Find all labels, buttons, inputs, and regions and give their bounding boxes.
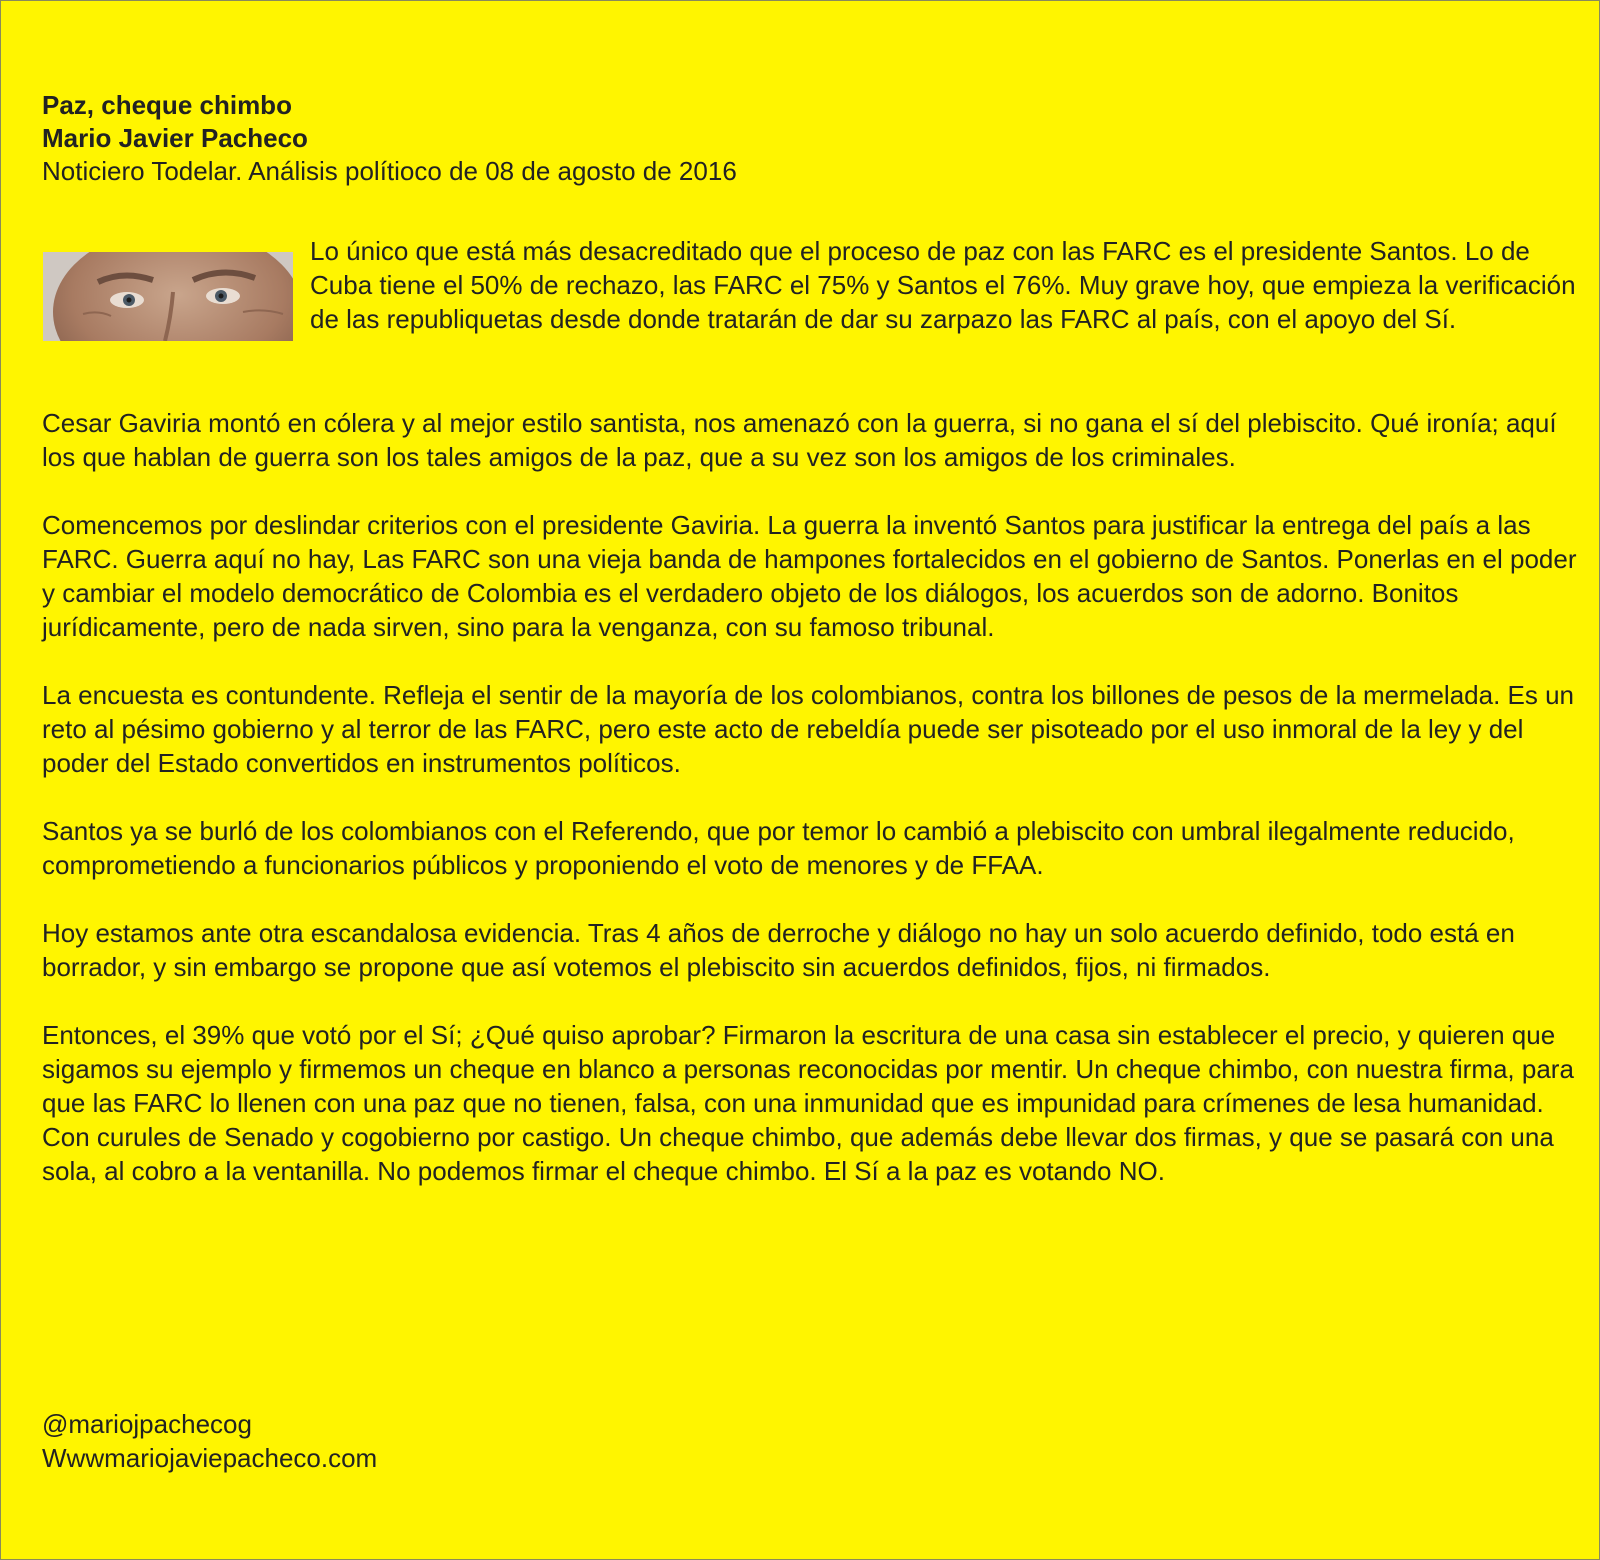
article-header <box>42 89 737 188</box>
body-paragraph: La encuesta es contundente. Refleja el sentir de la mayoría de los colombianos, contra los billones de pesos de la mermelada. Es un reto al pésimo gobierno y al terror de las FARC, pero este acto de rebeldía puede ser pisoteado por el uso inmoral de la ley y del poder del Estado convertidos en instrumentos políticos. <box>42 680 1575 778</box>
body-paragraph: Comencemos por deslindar criterios con el presidente Gaviria. La guerra la inventó Santos para justificar la entrega del país a las FARC. Guerra aquí no hay, Las FARC son una vieja banda de hampones fortalecidos en el gobierno de Santos. Ponerlas en el poder y cambiar el modelo democrático de Colombia es el verdadero objeto de los diálogos, los acuerdos son de adorno. Bonitos jurídicamente, pero de nada sirven, sino para la venganza, con su famoso tribunal. <box>42 510 1577 642</box>
article-source: Noticiero Todelar. Análisis polítioco de 08 de agosto de 2016 <box>42 156 737 186</box>
article-footer <box>42 1407 377 1475</box>
website-url: Wwwmariojaviepacheco.com <box>42 1443 378 1473</box>
body-paragraph: Entonces, el 39% que votó por el Sí; ¿Qué quiso aprobar? Firmaron la escritura de una casa sin establecer el precio, y quieren que sigamos su ejemplo y firmemos un cheque en blanco a personas reconocidas por mentir. Un cheque chimbo, con nuestra firma, para que las FARC lo llenen con una paz que no tienen, falsa, con una inmunidad que es impunidad para crímenes de lesa humanidad. Con curules de Senado y cogobierno por castigo. Un cheque chimbo, que además debe llevar dos firmas, y que se pasará con una sola, al cobro a la ventanilla. No podemos firmar el cheque chimbo. El Sí a la paz es votando NO. <box>42 1020 1574 1186</box>
body-paragraph: Cesar Gaviria montó en cólera y al mejor estilo santista, nos amenazó con la guerra, si no gana el sí del plebiscito. Qué ironía; aquí los que hablan de guerra son los tales amigos de la paz, que a su vez son los amigos de los criminales. <box>42 408 1557 472</box>
body-paragraph: Santos ya se burló de los colombianos con el Referendo, que por temor lo cambió a plebiscito con umbral ilegalmente reducido, comprometiendo a funcionarios públicos y proponiendo el voto de menores y de FFAA. <box>42 816 1515 880</box>
twitter-handle: @mariojpachecog <box>42 1409 252 1439</box>
body-paragraph: Hoy estamos ante otra escandalosa evidencia. Tras 4 años de derroche y diálogo no hay un solo acuerdo definido, todo está en borrador, y sin embargo se propone que así votemos el plebiscito sin acuerdos definidos, fijos, ni firmados. <box>42 918 1515 982</box>
article-title: Paz, cheque chimbo <box>42 90 292 120</box>
author-photo-image <box>43 252 293 341</box>
intro-paragraph: Lo único que está más desacreditado que el proceso de paz con las FARC es el presidente Santos. Lo de Cuba tiene el 50% de rechazo, las FARC el 75% y Santos el 76%. Muy grave hoy, que empieza la verificación de las republiquetas desde donde tratarán de dar su zarpazo las FARC al país, con el apoyo del Sí. <box>310 236 1576 334</box>
article-body <box>42 406 1582 1222</box>
article-author: Mario Javier Pacheco <box>42 123 308 153</box>
author-photo <box>43 252 293 341</box>
